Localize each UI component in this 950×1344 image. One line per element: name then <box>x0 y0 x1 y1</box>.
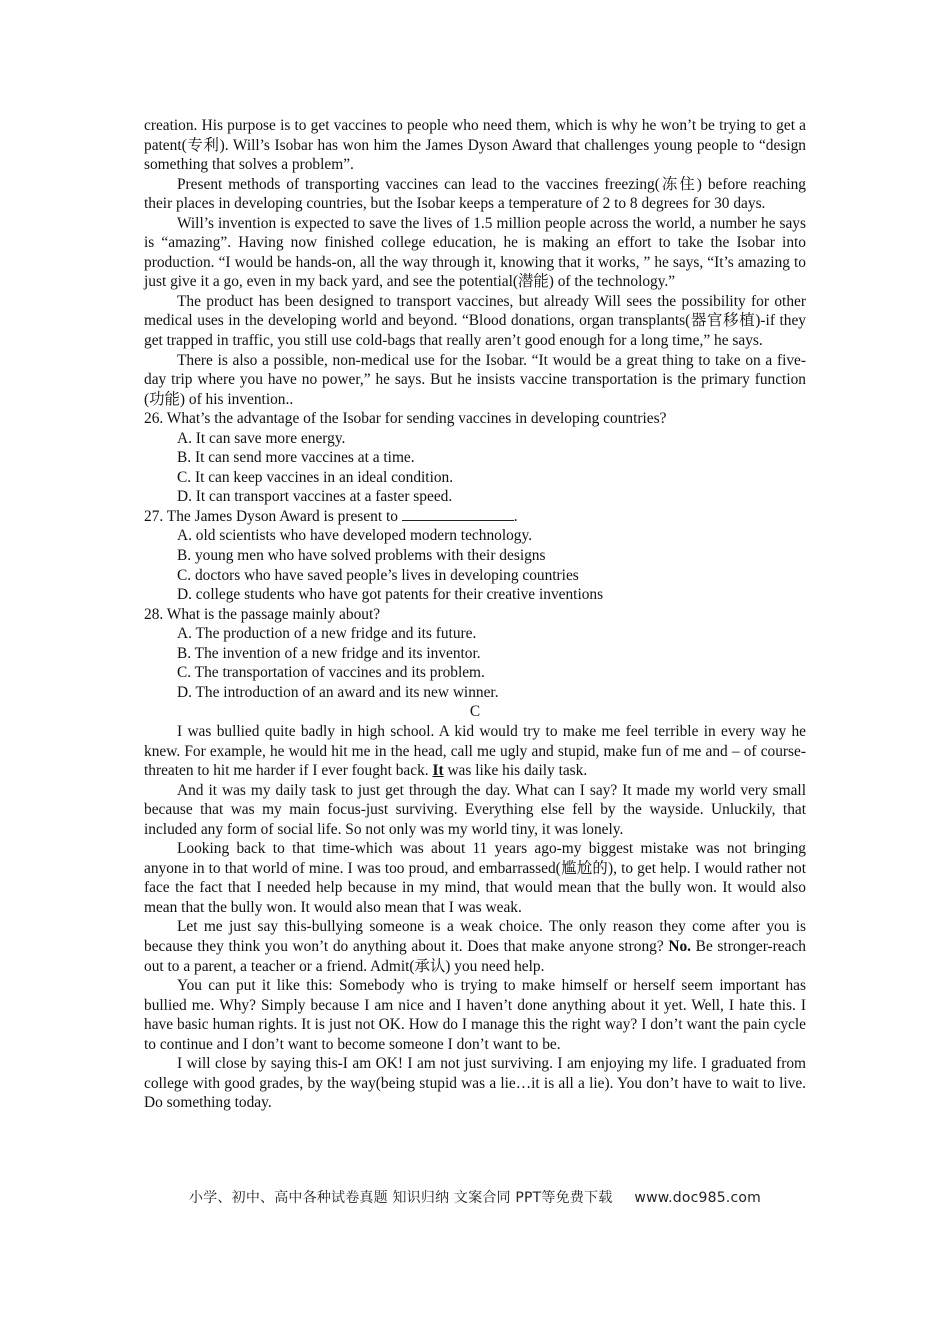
passage-paragraph: Will’s invention is expected to save the lives of 1.5 million people across the world, a number he says is “amazing”. Having now finished college education, he is making an effort to take the Isobar into production. “I would be hands-on, all the way through it, knowing that it works, ” he says, “It’s amazing to just give it a go, even in my back yard, and see the potential(潜能) of the technology.” <box>144 214 806 291</box>
passage-paragraph <box>144 722 806 781</box>
passage-paragraph: You can put it like this: Somebody who is trying to make himself or herself seem important has bullied me. Why? Simply because I am nice and I haven’t done anything about it yet. Well, I hate this. I have basic human rights. It is just not OK. How do I manage this the right way? I don’t want the pain cycle to continue and I don’t want to become someone I don’t want to be. <box>144 977 806 1053</box>
text-run: I was bullied quite badly in high school. A kid would try to make me feel terrible in every way he knew. For example, he would hit me in the head, call me ugly and stupid, make fun of me and – of course-threaten to hit me harder if I ever fought back. <box>144 722 806 780</box>
passage-paragraph: creation. His purpose is to get vaccines to people who need them, which is why he won’t be trying to get a patent(专利). Will’s Isobar has won him the James Dyson Award that challenges young people to “design something that solves a problem”. <box>144 117 806 174</box>
question-27 <box>144 507 806 605</box>
option-b: B. The invention of a new fridge and its inventor. <box>177 644 481 662</box>
question-stem: 28. What is the passage mainly about? <box>144 605 381 623</box>
passage-paragraph: And it was my daily task to just get through the day. What can I say? It made my world very small because that was my main focus-just surviving. Everything else fell by the wayside. Unluckily, that included any form of social life. So not only was my world tiny, it was lonely. <box>144 781 806 838</box>
text-run: was like his daily task. <box>443 762 588 780</box>
question-stem: 26. What’s the advantage of the Isobar for sending vaccines in developing countries? <box>144 410 667 428</box>
passage-paragraph: I will close by saying this-I am OK! I am not just surviving. I am enjoying my life. I graduated from college with good grades, by the way(being stupid was a lie…it is all a lie). You don’t have to wait to live. Do something today. <box>144 1055 806 1112</box>
options-list <box>144 624 806 702</box>
option-b: B. young men who have solved problems with their designs <box>177 547 546 565</box>
stem-end: . <box>513 507 518 525</box>
question-stem-line <box>144 507 806 527</box>
text-run: Be stronger-reach out to a parent, a teacher or a friend. Admit(承认) you need help. <box>144 937 806 975</box>
section-heading: C <box>469 703 481 721</box>
question-26 <box>144 409 806 507</box>
option-d: D. college students who have got patents for their creative inventions <box>177 586 604 604</box>
footer-site-link[interactable]: www.doc985.com <box>634 1190 761 1206</box>
option-c: C. It can keep vaccines in an ideal condition. <box>177 468 454 486</box>
text-run: Let me just say this-bullying someone is a weak choice. The only reason they come after you is because they think you won’t do anything about it. Does that make anyone strong? <box>144 918 806 955</box>
option-c: C. The transportation of vaccines and its problem. <box>177 664 485 682</box>
option-c: C. doctors who have saved people’s lives in developing countries <box>177 566 579 584</box>
passage-paragraph: Looking back to that time-which was about 11 years ago-my biggest mistake was not bringing anyone in to that world of mine. I was too proud, and embarrassed(尴尬的), to get help. I would rather not face the fact that I needed help because in my mind, that would mean that the bully won. It would also mean that the bully won. It would also mean that I was weak. <box>144 840 806 916</box>
option-d: D. It can transport vaccines at a faster speed. <box>177 488 453 506</box>
question-stem: 27. The James Dyson Award is present to <box>144 507 398 525</box>
question-28 <box>144 605 806 703</box>
document-page <box>144 116 806 1113</box>
answer-blank <box>402 507 514 521</box>
options-list <box>144 429 806 507</box>
page-footer <box>0 1187 950 1207</box>
option-a: A. old scientists who have developed modern technology. <box>177 527 533 545</box>
option-a: A. It can save more energy. <box>177 429 346 447</box>
underlined-word: It <box>432 762 444 780</box>
passage-paragraph: There is also a possible, non-medical use for the Isobar. “It would be a great thing to take on a five-day trip where you have no power,” he says. But he insists vaccine transportation is the primary function (功能) of his invention.. <box>144 351 806 408</box>
passage-paragraph: Present methods of transporting vaccines can lead to the vaccines freezing(冻住) before reaching their places in developing countries, but the Isobar keeps a temperature of 2 to 8 degrees for 30 days. <box>144 175 806 213</box>
footer-text: 小学、初中、高中各种试卷真题 知识归纳 文案合同 PPT等免费下载 <box>189 1190 613 1206</box>
option-b: B. It can send more vaccines at a time. <box>177 449 415 467</box>
passage-paragraph <box>144 917 806 976</box>
bold-word: No. <box>668 937 692 955</box>
option-d: D. The introduction of an award and its new winner. <box>177 683 499 701</box>
passage-paragraph: The product has been designed to transport vaccines, but already Will sees the possibility for other medical uses in the developing world and beyond. “Blood donations, organ transplants(器官移植)-if they get trapped in traffic, you still use cold-bags that really aren’t good enough for a long time,” he says. <box>144 292 806 350</box>
option-a: A. The production of a new fridge and its future. <box>177 625 477 643</box>
options-list <box>144 526 806 604</box>
